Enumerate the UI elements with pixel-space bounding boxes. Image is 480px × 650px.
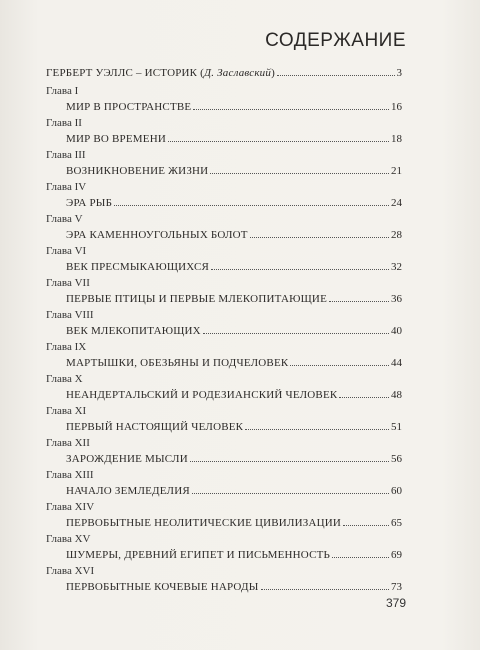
toc-row: [46, 514, 402, 533]
chapter-title: НАЧАЛО ЗЕМЛЕДЕЛИЯ: [66, 485, 190, 497]
dot-leader: [203, 333, 389, 334]
toc-page-number: 56: [391, 453, 402, 465]
dot-leader: [277, 75, 395, 76]
chapter-label: Глава XV: [46, 533, 91, 545]
toc-entry: [46, 245, 402, 277]
toc-row: [46, 258, 402, 277]
toc-entry: [46, 437, 402, 469]
toc-page-number: 3: [396, 67, 402, 79]
chapter-title: ВЕК ПРЕСМЫКАЮЩИХСЯ: [66, 261, 210, 273]
chapter-label: Глава IX: [46, 341, 87, 353]
toc-page-number: 18: [391, 133, 402, 145]
chapter-title: ВЕК МЛЕКОПИТАЮЩИХ: [66, 325, 201, 337]
dot-leader: [193, 109, 389, 110]
dot-leader: [343, 525, 389, 526]
intro-author-text: ГЕРБЕРТ УЭЛЛС – ИСТОРИК (: [46, 67, 205, 79]
toc-page-number: 48: [391, 389, 402, 401]
toc-page-number: 21: [391, 165, 402, 177]
intro-author-italic: Д. Заславский: [204, 67, 272, 79]
chapter-label: Глава VI: [46, 245, 87, 257]
dot-leader: [332, 557, 389, 558]
toc-page-number: 40: [391, 325, 402, 337]
chapter-label: Глава I: [46, 85, 79, 97]
toc-row: [46, 98, 402, 117]
dot-leader: [250, 237, 389, 238]
chapter-title: МАРТЫШКИ, ОБЕЗЬЯНЫ И ПОДЧЕЛОВЕК: [66, 357, 289, 369]
chapter-label: Глава III: [46, 149, 86, 161]
toc-page-number: 28: [391, 229, 402, 241]
dot-leader: [114, 205, 389, 206]
toc-row: [46, 226, 402, 245]
chapter-label: Глава XI: [46, 405, 87, 417]
table-of-contents: [46, 64, 402, 597]
dot-leader: [190, 461, 389, 462]
toc-entry: [46, 469, 402, 501]
dot-leader: [211, 269, 389, 270]
chapter-title: ШУМЕРЫ, ДРЕВНИЙ ЕГИПЕТ И ПИСЬМЕННОСТЬ: [66, 549, 331, 561]
toc-row: [46, 162, 402, 181]
toc-page-number: 24: [391, 197, 402, 209]
chapter-label: Глава VIII: [46, 309, 94, 321]
chapter-title: ЭРА КАМЕННОУГОЛЬНЫХ БОЛОТ: [66, 229, 248, 241]
toc-row: [46, 290, 402, 309]
toc-entry: [46, 565, 402, 597]
dot-leader: [329, 301, 389, 302]
toc-page-number: 44: [391, 357, 402, 369]
toc-page-number: 36: [391, 293, 402, 305]
chapter-title: ВОЗНИКНОВЕНИЕ ЖИЗНИ: [66, 165, 209, 177]
chapter-title: ЗАРОЖДЕНИЕ МЫСЛИ: [66, 453, 188, 465]
chapter-label: Глава XVI: [46, 565, 95, 577]
chapter-title: ПЕРВОБЫТНЫЕ НЕОЛИТИЧЕСКИЕ ЦИВИЛИЗАЦИИ: [66, 517, 342, 529]
toc-entry: [46, 341, 402, 373]
chapter-title: НЕАНДЕРТАЛЬСКИЙ И РОДЕЗИАНСКИЙ ЧЕЛОВЕК: [66, 389, 338, 401]
toc-intro-title: [46, 64, 275, 83]
dot-leader: [339, 397, 389, 398]
toc-page-number: 69: [391, 549, 402, 561]
toc-row: [46, 578, 402, 597]
chapter-title: ЭРА РЫБ: [66, 197, 113, 209]
toc-page-number: 32: [391, 261, 402, 273]
toc-row: [46, 482, 402, 501]
chapter-title: ПЕРВЫЕ ПТИЦЫ И ПЕРВЫЕ МЛЕКОПИТАЮЩИЕ: [66, 293, 327, 305]
toc-page-number: 73: [391, 581, 402, 593]
chapter-title: МИР В ПРОСТРАНСТВЕ: [66, 101, 192, 113]
toc-page-number: 65: [391, 517, 402, 529]
toc-row: [46, 418, 402, 437]
toc-entry: [46, 405, 402, 437]
toc-entry: [46, 501, 402, 533]
intro-author-close: ): [271, 67, 275, 79]
dot-leader: [192, 493, 389, 494]
toc-entry: [46, 181, 402, 213]
toc-row: [46, 450, 402, 469]
toc-entry: [46, 533, 402, 565]
dot-leader: [168, 141, 389, 142]
chapter-label: Глава V: [46, 213, 83, 225]
toc-row: [46, 546, 402, 565]
chapter-label: Глава X: [46, 373, 83, 385]
toc-entry: [46, 117, 402, 149]
chapter-title: ПЕРВОБЫТНЫЕ КОЧЕВЫЕ НАРОДЫ: [66, 581, 259, 593]
toc-row: [46, 386, 402, 405]
page-title: СОДЕРЖАНИЕ: [265, 30, 406, 51]
toc-entry: [46, 213, 402, 245]
toc-page-number: 60: [391, 485, 402, 497]
chapter-label: Глава II: [46, 117, 82, 129]
dot-leader: [210, 173, 389, 174]
toc-row: [46, 354, 402, 373]
chapter-list: [46, 85, 402, 597]
toc-entry: [46, 373, 402, 405]
chapter-title: ПЕРВЫЙ НАСТОЯЩИЙ ЧЕЛОВЕК: [66, 421, 244, 433]
dot-leader: [245, 429, 389, 430]
chapter-label: Глава XIII: [46, 469, 94, 481]
toc-page-number: 51: [391, 421, 402, 433]
page-number: 379: [385, 596, 406, 610]
chapter-label: Глава IV: [46, 181, 87, 193]
toc-intro-entry: [46, 64, 402, 83]
dot-leader: [290, 365, 389, 366]
chapter-label: Глава VII: [46, 277, 90, 289]
toc-entry: [46, 309, 402, 341]
toc-entry: [46, 85, 402, 117]
toc-entry: [46, 149, 402, 181]
toc-page-number: 16: [391, 101, 402, 113]
toc-entry: [46, 277, 402, 309]
toc-row: [46, 194, 402, 213]
toc-row: [46, 130, 402, 149]
chapter-label: Глава XII: [46, 437, 90, 449]
dot-leader: [261, 589, 389, 590]
toc-row: [46, 322, 402, 341]
chapter-label: Глава XIV: [46, 501, 95, 513]
chapter-title: МИР ВО ВРЕМЕНИ: [66, 133, 166, 145]
